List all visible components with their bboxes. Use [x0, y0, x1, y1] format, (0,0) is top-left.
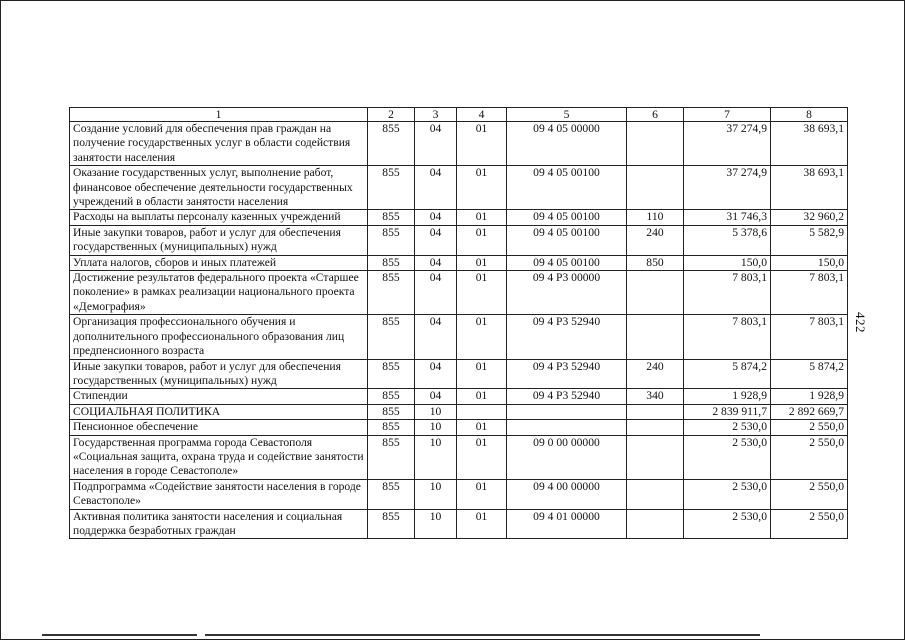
subsection-cell: 01	[457, 435, 507, 479]
target-article-cell: 09 4 05 00100	[507, 166, 627, 210]
target-article-cell: 09 4 P3 52940	[507, 359, 627, 389]
subsection-cell: 01	[457, 509, 507, 539]
target-article-cell: 09 4 05 00100	[507, 225, 627, 255]
target-article-cell: 09 4 P3 52940	[507, 315, 627, 359]
expense-type-cell: 110	[627, 210, 684, 225]
expense-type-cell	[627, 404, 684, 419]
table-row	[70, 122, 848, 166]
row-name-cell: СОЦИАЛЬНАЯ ПОЛИТИКА	[70, 404, 368, 419]
section-cell: 10	[415, 420, 457, 435]
table-row	[70, 420, 848, 435]
header-cell: 3	[415, 108, 457, 122]
subsection-cell: 01	[457, 166, 507, 210]
admin-code-cell: 855	[368, 255, 415, 270]
subsection-cell: 01	[457, 389, 507, 404]
target-article-cell	[507, 420, 627, 435]
amount-year1-cell: 2 530,0	[684, 509, 771, 539]
bottom-edge-line-right	[205, 634, 760, 636]
table-row	[70, 509, 848, 539]
row-name-cell: Уплата налогов, сборов и иных платежей	[70, 255, 368, 270]
table-row	[70, 389, 848, 404]
admin-code-cell: 855	[368, 225, 415, 255]
admin-code-cell: 855	[368, 359, 415, 389]
expense-type-cell	[627, 509, 684, 539]
header-cell: 2	[368, 108, 415, 122]
header-cell: 1	[70, 108, 368, 122]
section-cell: 04	[415, 271, 457, 315]
table-row	[70, 359, 848, 389]
expense-type-cell	[627, 479, 684, 509]
amount-year1-cell: 5 874,2	[684, 359, 771, 389]
amount-year2-cell: 5 582,9	[771, 225, 848, 255]
amount-year2-cell: 2 550,0	[771, 435, 848, 479]
admin-code-cell: 855	[368, 122, 415, 166]
section-cell: 10	[415, 509, 457, 539]
expense-type-cell: 340	[627, 389, 684, 404]
table-row	[70, 479, 848, 509]
admin-code-cell: 855	[368, 389, 415, 404]
header-cell: 8	[771, 108, 848, 122]
table-row	[70, 435, 848, 479]
header-cell: 4	[457, 108, 507, 122]
amount-year1-cell: 2 839 911,7	[684, 404, 771, 419]
row-name-cell: Иные закупки товаров, работ и услуг для обеспечения государственных (муниципальных) нужд	[70, 359, 368, 389]
amount-year1-cell: 31 746,3	[684, 210, 771, 225]
subsection-cell: 01	[457, 122, 507, 166]
header-cell: 7	[684, 108, 771, 122]
amount-year1-cell: 2 530,0	[684, 435, 771, 479]
amount-year2-cell: 32 960,2	[771, 210, 848, 225]
amount-year2-cell: 150,0	[771, 255, 848, 270]
amount-year1-cell: 2 530,0	[684, 420, 771, 435]
admin-code-cell: 855	[368, 404, 415, 419]
section-cell: 04	[415, 389, 457, 404]
amount-year2-cell: 2 550,0	[771, 509, 848, 539]
table-row	[70, 315, 848, 359]
target-article-cell: 09 4 00 00000	[507, 479, 627, 509]
amount-year2-cell: 7 803,1	[771, 315, 848, 359]
amount-year2-cell: 1 928,9	[771, 389, 848, 404]
table-row	[70, 225, 848, 255]
amount-year1-cell: 1 928,9	[684, 389, 771, 404]
subsection-cell: 01	[457, 255, 507, 270]
amount-year2-cell: 2 550,0	[771, 479, 848, 509]
row-name-cell: Оказание государственных услуг, выполнение работ, финансовое обеспечение деятельности государственных учреждений в области занятости населения	[70, 166, 368, 210]
row-name-cell: Организация профессионального обучения и дополнительного профессионального образования лиц предпенсионного возраста	[70, 315, 368, 359]
row-name-cell: Иные закупки товаров, работ и услуг для обеспечения государственных (муниципальных) нужд	[70, 225, 368, 255]
section-cell: 04	[415, 255, 457, 270]
amount-year2-cell: 5 874,2	[771, 359, 848, 389]
section-cell: 10	[415, 435, 457, 479]
admin-code-cell: 855	[368, 271, 415, 315]
subsection-cell: 01	[457, 271, 507, 315]
section-cell: 10	[415, 404, 457, 419]
subsection-cell: 01	[457, 359, 507, 389]
section-cell: 04	[415, 210, 457, 225]
target-article-cell: 09 4 05 00100	[507, 210, 627, 225]
row-name-cell: Государственная программа города Севастополя «Социальная защита, охрана труда и содействие занятости населения в городе Севастополе»	[70, 435, 368, 479]
amount-year1-cell: 7 803,1	[684, 315, 771, 359]
admin-code-cell: 855	[368, 166, 415, 210]
subsection-cell	[457, 404, 507, 419]
section-cell: 04	[415, 122, 457, 166]
row-name-cell: Стипендии	[70, 389, 368, 404]
target-article-cell: 09 4 05 00100	[507, 255, 627, 270]
target-article-cell: 09 4 01 00000	[507, 509, 627, 539]
amount-year1-cell: 150,0	[684, 255, 771, 270]
amount-year1-cell: 37 274,9	[684, 122, 771, 166]
table-row	[70, 166, 848, 210]
expense-type-cell	[627, 122, 684, 166]
amount-year1-cell: 37 274,9	[684, 166, 771, 210]
row-name-cell: Пенсионное обеспечение	[70, 420, 368, 435]
target-article-cell: 09 4 P3 52940	[507, 389, 627, 404]
section-cell: 04	[415, 166, 457, 210]
admin-code-cell: 855	[368, 479, 415, 509]
header-row	[70, 108, 848, 122]
amount-year1-cell: 7 803,1	[684, 271, 771, 315]
expense-type-cell: 240	[627, 225, 684, 255]
admin-code-cell: 855	[368, 315, 415, 359]
admin-code-cell: 855	[368, 435, 415, 479]
page-number: 422	[853, 312, 868, 333]
admin-code-cell: 855	[368, 210, 415, 225]
expense-type-cell	[627, 420, 684, 435]
expense-type-cell: 850	[627, 255, 684, 270]
amount-year1-cell: 5 378,6	[684, 225, 771, 255]
amount-year1-cell: 2 530,0	[684, 479, 771, 509]
amount-year2-cell: 38 693,1	[771, 122, 848, 166]
expense-type-cell	[627, 435, 684, 479]
table-body	[70, 122, 848, 539]
admin-code-cell: 855	[368, 420, 415, 435]
budget-table	[69, 107, 848, 539]
target-article-cell	[507, 404, 627, 419]
amount-year2-cell: 7 803,1	[771, 271, 848, 315]
target-article-cell: 09 0 00 00000	[507, 435, 627, 479]
table-row	[70, 271, 848, 315]
bottom-edge-line-left	[42, 634, 197, 636]
target-article-cell: 09 4 05 00000	[507, 122, 627, 166]
row-name-cell: Достижение результатов федерального проекта «Старшее поколение» в рамках реализации национального проекта «Демография»	[70, 271, 368, 315]
section-cell: 10	[415, 479, 457, 509]
expense-type-cell	[627, 166, 684, 210]
row-name-cell: Создание условий для обеспечения прав граждан на получение государственных услуг в области содействия занятости населения	[70, 122, 368, 166]
expense-type-cell	[627, 271, 684, 315]
subsection-cell: 01	[457, 210, 507, 225]
expense-type-cell: 240	[627, 359, 684, 389]
subsection-cell: 01	[457, 315, 507, 359]
table-row	[70, 255, 848, 270]
expense-type-cell	[627, 315, 684, 359]
admin-code-cell: 855	[368, 509, 415, 539]
header-cell: 6	[627, 108, 684, 122]
amount-year2-cell: 38 693,1	[771, 166, 848, 210]
table-row	[70, 404, 848, 419]
row-name-cell: Расходы на выплаты персоналу казенных учреждений	[70, 210, 368, 225]
row-name-cell: Активная политика занятости населения и социальная поддержка безработных граждан	[70, 509, 368, 539]
target-article-cell: 09 4 P3 00000	[507, 271, 627, 315]
row-name-cell: Подпрограмма «Содействие занятости населения в городе Севастополе»	[70, 479, 368, 509]
amount-year2-cell: 2 550,0	[771, 420, 848, 435]
subsection-cell: 01	[457, 479, 507, 509]
table-row	[70, 210, 848, 225]
amount-year2-cell: 2 892 669,7	[771, 404, 848, 419]
subsection-cell: 01	[457, 225, 507, 255]
subsection-cell: 01	[457, 420, 507, 435]
header-cell: 5	[507, 108, 627, 122]
section-cell: 04	[415, 315, 457, 359]
section-cell: 04	[415, 225, 457, 255]
section-cell: 04	[415, 359, 457, 389]
